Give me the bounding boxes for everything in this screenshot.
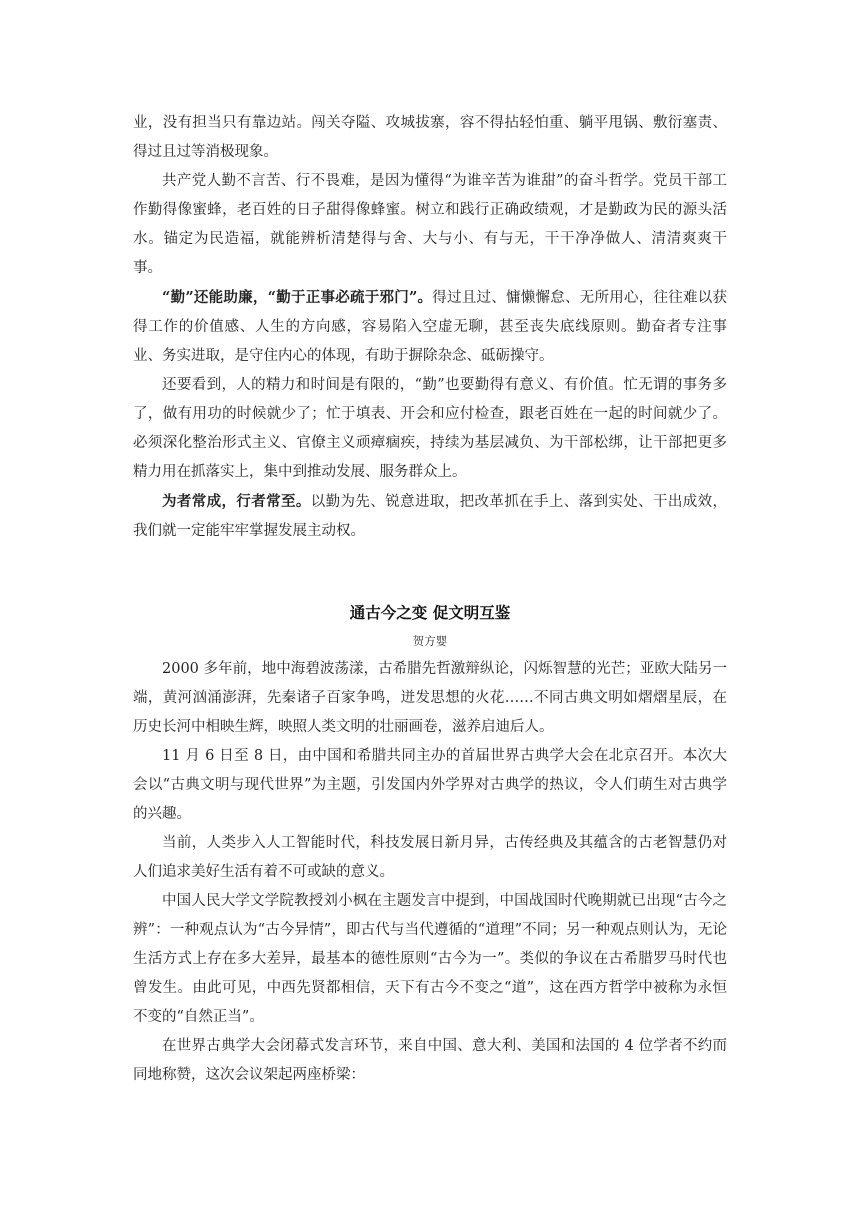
paragraph-text: 得过且过、慵懒懈怠、无所用心，往往难以获得工作的价值感、人生的方向感，容易陷入空虚无聊，甚至丧失底线原则。勤奋者专注事业、务实进取，是守住内心的体现，有助于摒除杂念、砥砺操守。 — [133, 290, 727, 364]
paragraph: 共产党人勤不言苦、行不畏难，是因为懂得“为谁辛苦为谁甜”的奋斗哲学。党员干部工作勤得像蜜蜂，老百姓的日子甜得像蜂蜜。树立和践行正确政绩观，才是勤政为民的源头活水。锚定为民造福，就能辨析清楚得与舍、大与小、有与无，干干净净做人、清清爽爽干事。 — [133, 173, 727, 276]
paragraph: 2000 多年前，地中海碧波荡漾，古希腊先哲激辩纵论，闪烁智慧的光芒；亚欧大陆另一端，黄河汹涌澎湃，先秦诸子百家争鸣，迸发思想的火花……不同古典文明如熠熠星辰，在历史长河中相映生辉，映照人类文明的壮丽画卷，滋养启迪后人。 — [133, 661, 727, 735]
paragraph: 在世界古典学大会闭幕式发言环节，来自中国、意大利、美国和法国的 4 位学者不约而同地称赞，这次会议架起两座桥梁： — [133, 1038, 727, 1083]
article-title: 通古今之变 促文明互鉴 — [349, 604, 511, 622]
paragraph: 当前，人类步入人工智能时代，科技发展日新月异，古传经典及其蕴含的古老智慧仍对人们追求美好生活有着不可或缺的意义。 — [133, 835, 727, 880]
document-page — [133, 109, 727, 1090]
paragraph — [133, 487, 727, 546]
bold-lead: 为者常成，行者常至。 — [162, 493, 311, 510]
paragraph: 业，没有担当只有靠边站。闯关夺隘、攻城拔寨，容不得拈轻怕重、躺平甩锅、敷衍塞责、得过且过等消极现象。 — [133, 115, 727, 160]
bold-lead: “勤”还能助廉，“勤于正事必疏于邪门”。 — [162, 289, 433, 306]
paragraph: 11 月 6 日至 8 日，由中国和希腊共同主办的首届世界古典学大会在北京召开。本次大会以“古典文明与现代世界”为主题，引发国内外学界对古典学的热议，令人们萌生对古典学的兴趣。 — [133, 748, 727, 822]
paragraph: 中国人民大学文学院教授刘小枫在主题发言中提到，中国战国时代晚期就已出现“古今之辨”：一种观点认为“古今异情”，即古代与当代遵循的“道理”不同；另一种观点则认为，无论生活方式上存在多大差异，最基本的德性原则“古今为一”。类似的争议在古希腊罗马时代也曾发生。由此可见，中西先贤都相信，天下有古今不变之“道”，这在西方哲学中被称为永恒不变的“自然正当”。 — [133, 893, 727, 1025]
paragraph — [133, 283, 727, 371]
paragraph-text: 以勤为先、锐意进取，把改革抓在手上、落到实处、干出成效，我们就一定能牢牢掌握发展主动权。 — [133, 494, 728, 539]
paragraph: 还要看到，人的精力和时间是有限的，“勤”也要勤得有意义、有价值。忙无谓的事务多了，做有用功的时候就少了；忙于填表、开会和应付检查，跟老百姓在一起的时间就少了。必须深化整治形式主义、官僚主义顽瘴痼疾，持续为基层减负、为干部松绑，让干部把更多精力用在抓落实上，集中到推动发展、服务群众上。 — [133, 377, 727, 480]
article-author: 贺方婴 — [412, 634, 448, 648]
